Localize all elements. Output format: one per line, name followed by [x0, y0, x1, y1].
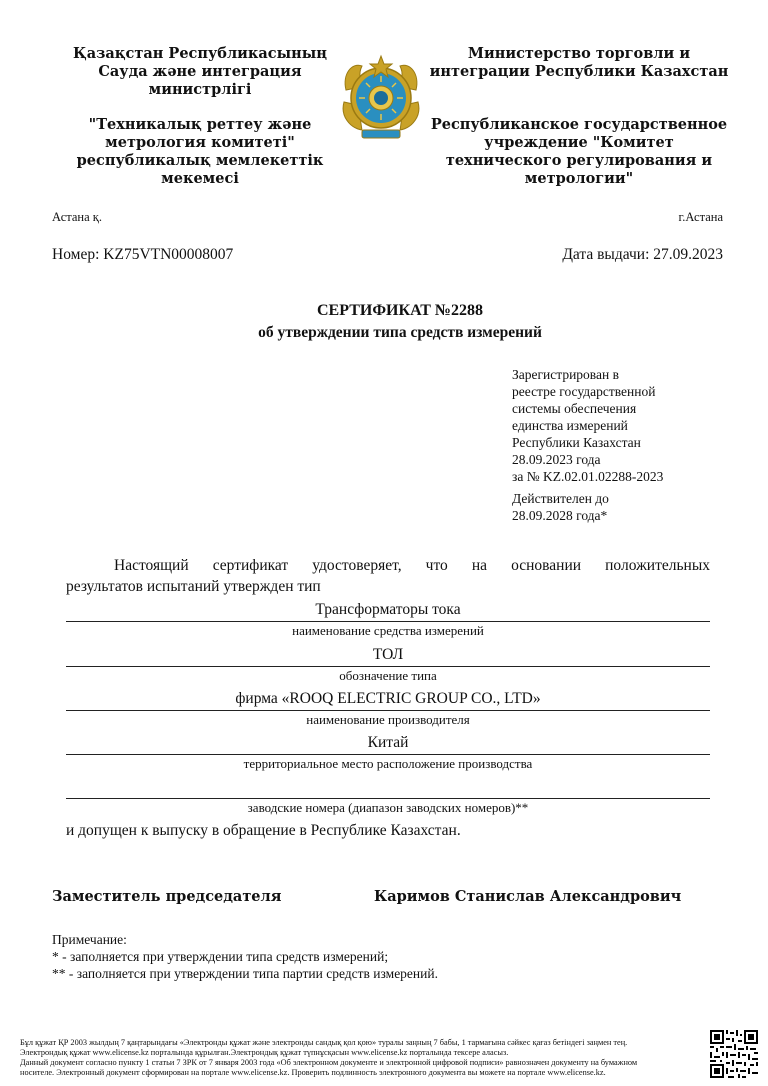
- intro-line-2: результатов испытаний утвержден тип: [66, 578, 321, 595]
- certificate-number: [52, 246, 233, 264]
- header-left-committee: "Техникалық реттеу және метрология комитеті" республикалық мемлекеттік мекемесі: [76, 116, 324, 187]
- intro-line-1: [66, 557, 710, 575]
- number-value: KZ75VTN00008007: [103, 246, 234, 263]
- note-2: ** - заполняется при утверждении типа партии средств измерений.: [52, 966, 438, 981]
- issue-date: [562, 246, 723, 264]
- footer-line-2: Электрондық құжат www.elicense.kz порталында құрылған.Электрондық құжат түпнұсқасын www.elicense.kz порталында тексере аласыз.: [20, 1048, 509, 1057]
- production-location-value: Китай: [367, 734, 409, 751]
- legal-footer: [20, 1038, 706, 1078]
- city-ru: г.Астана: [678, 210, 723, 224]
- city-kz: Астана қ.: [52, 210, 102, 224]
- header-left-ministry: Қазақстан Республикасының Сауда және интеграция министрлігі: [72, 45, 328, 98]
- instrument-name-caption: наименование средства измерений: [292, 623, 484, 638]
- number-label: Номер:: [52, 246, 100, 263]
- certificate-title: СЕРТИФИКАТ №2288: [317, 302, 483, 319]
- production-location-caption: территориальное место расположение производства: [243, 756, 533, 771]
- date-label: Дата выдачи:: [562, 246, 650, 263]
- signatory-position: Заместитель председателя: [52, 888, 282, 905]
- certificate-subtitle: об утверждении типа средств измерений: [258, 324, 542, 341]
- field-underline: [66, 666, 710, 667]
- manufacturer-caption: наименование производителя: [306, 712, 470, 727]
- field-underline: [66, 710, 710, 711]
- validity-info: Действителен до 28.09.2028 года*: [512, 491, 609, 523]
- date-value: 27.09.2023: [653, 246, 723, 263]
- registration-info: Зарегистрирован в реестре государственной системы обеспечения единства измерений Республики Казахстан 28.09.2023 года за № KZ.02.01.02288-2023: [512, 367, 664, 484]
- serial-numbers-caption: заводские номера (диапазон заводских номеров)**: [247, 800, 529, 815]
- field-underline: [66, 798, 710, 799]
- note-1: * - заполняется при утверждении типа средств измерений;: [52, 949, 389, 964]
- notes-title: Примечание:: [52, 932, 127, 947]
- footer-line-4: носителе. Электронный документ сформирован на портале www.elicense.kz. Проверить подлинность электронного документа вы можете на портале www.elicense.kz.: [20, 1068, 606, 1077]
- intro-text-1: Настоящий сертификат удостоверяет, что на основании положительных: [114, 557, 710, 574]
- type-designation-value: ТОЛ: [372, 646, 404, 663]
- manufacturer-value: фирма «ROOQ ELECTRIC GROUP CO., LTD»: [235, 690, 541, 707]
- closing-statement: и допущен к выпуску в обращение в Республике Казахстан.: [66, 822, 461, 839]
- field-underline: [66, 621, 710, 622]
- header-right-ministry: Министерство торговли и интеграции Республики Казахстан: [429, 45, 729, 80]
- footer-line-1: Бұл құжат ҚР 2003 жылдың 7 қаңтарындағы «Электронды құжат және электронды сандық қол қою» туралы заңның 7 бабы, 1 тармағына сәйкес қағаз бетіндегі заңмен тең.: [20, 1038, 628, 1047]
- qr-code: [710, 1030, 758, 1078]
- type-designation-caption: обозначение типа: [339, 668, 437, 683]
- footer-line-3: Данный документ согласно пункту 1 статьи 7 ЗРК от 7 января 2003 года «Об электронном документе и электронной цифровой подписи» равнозначен документу на бумажном: [20, 1058, 638, 1067]
- header-right-committee: Республиканское государственное учреждение "Комитет технического регулирования и метрологии": [430, 116, 728, 187]
- field-underline: [66, 754, 710, 755]
- signatory-name: Каримов Станислав Александрович: [374, 888, 682, 905]
- state-emblem: [338, 52, 424, 142]
- instrument-name-value: Трансформаторы тока: [315, 601, 461, 618]
